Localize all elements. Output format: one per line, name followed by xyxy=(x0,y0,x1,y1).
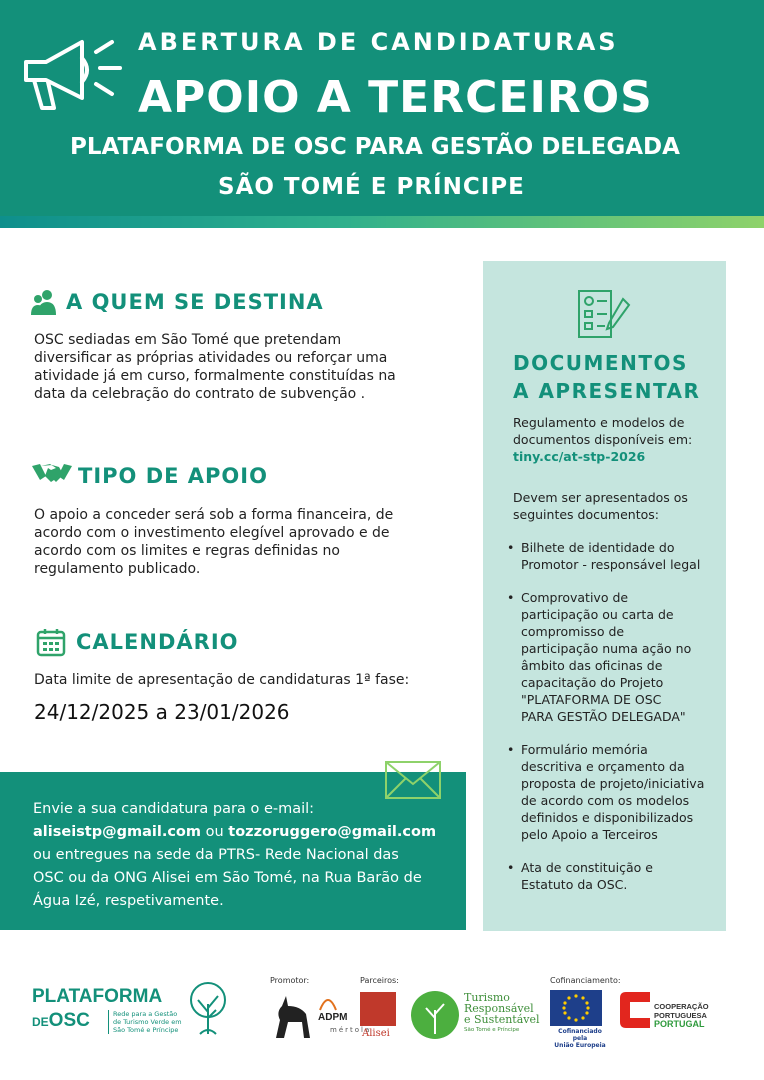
text-line: Água Izé, respetivamente. xyxy=(33,893,224,909)
deadline-dates: 24/12/2025 a 23/01/2026 xyxy=(34,700,290,724)
adpm-logo-sub: mértola xyxy=(330,1026,372,1034)
calendar-icon xyxy=(36,627,66,657)
contact-text xyxy=(33,798,453,913)
list-item: • Bilhete de identidade do Promotor - responsável legal xyxy=(505,539,720,573)
alisei-logo-text: Alisei xyxy=(362,1028,390,1039)
platform-logo-text: DEOSC xyxy=(32,1010,90,1031)
email-link[interactable]: tozzoruggero@gmail.com xyxy=(228,824,437,840)
header-gradient-bar xyxy=(0,216,764,228)
documents-title-line: A APRESENTAR xyxy=(513,379,701,403)
list-item: • Formulário memória descritiva e orçamento da proposta de projeto/iniciativa de acordo com os modelos definidos e disponibilizados pelo Apoio a Terceiros xyxy=(505,741,720,843)
target-description xyxy=(34,331,434,403)
documents-title-line: DOCUMENTOS xyxy=(513,351,688,375)
cooperacao-logo-icon xyxy=(618,990,652,1030)
trs-logo-icon xyxy=(410,990,460,1040)
text-line: OSC sediadas em São Tomé que pretendam xyxy=(34,332,342,348)
checklist-icon xyxy=(575,285,633,343)
text-line: documentos disponíveis em: xyxy=(513,432,693,447)
documents-title xyxy=(513,349,700,405)
platform-logo-text: PLATAFORMA xyxy=(32,986,163,1007)
deadline-label: Data limite de apresentação de candidaturas 1ª fase: xyxy=(34,672,410,688)
text-line: data da celebração do contrato de subvenção . xyxy=(34,386,366,402)
header-platform: PLATAFORMA DE OSC PARA GESTÃO DELEGADA xyxy=(70,134,680,160)
email-link[interactable]: aliseistp@gmail.com xyxy=(33,824,201,840)
documents-link[interactable]: tiny.cc/at-stp-2026 xyxy=(513,449,646,464)
people-icon xyxy=(30,288,58,316)
cooperacao-logo-text: COOPERAÇÃO PORTUGUESA PORTUGAL xyxy=(654,1002,709,1029)
contact-box xyxy=(0,772,466,930)
eu-caption: Cofinanciado pela União Europeia xyxy=(554,1028,606,1049)
list-item: • Comprovativo de participação ou carta de compromisso de participação numa ação no âmbito das oficinas de capacitação do Projeto "PLATAFORMA DE OSC PARA GESTÃO DELEGADA" xyxy=(505,589,720,725)
megaphone-icon xyxy=(16,34,126,114)
support-section-title: TIPO DE APOIO xyxy=(78,464,268,488)
text-line: ou entregues na sede da PTRS- Rede Nacional das xyxy=(33,847,399,863)
text-line: Devem ser apresentados os xyxy=(513,490,688,505)
email-line: aliseistp@gmail.com ou tozzoruggero@gmail.com xyxy=(33,824,437,840)
text-line: atividade já em curso, formalmente constituídas na xyxy=(34,368,396,384)
text-line: O apoio a conceder será sob a forma financeira, de xyxy=(34,507,394,523)
header-title: APOIO A TERCEIROS xyxy=(138,72,653,123)
cofinanciamento-label: Cofinanciamento: xyxy=(550,976,621,985)
calendar-section-title: CALENDÁRIO xyxy=(76,630,239,654)
trs-logo-sub: São Tomé e Príncipe xyxy=(464,1027,520,1033)
adpm-logo-text: ADPM xyxy=(318,1012,348,1023)
documents-lead xyxy=(513,489,713,523)
eu-flag-icon xyxy=(550,990,602,1026)
alisei-logo-icon xyxy=(360,992,396,1026)
documents-panel xyxy=(483,261,726,931)
text-line: Envie a sua candidatura para o e-mail: xyxy=(33,801,315,817)
text-line: diversificar as próprias atividades ou reforçar uma xyxy=(34,350,388,366)
promotor-label: Promotor: xyxy=(270,976,310,985)
header-banner xyxy=(0,0,764,216)
documents-intro xyxy=(513,414,713,465)
trs-logo-text: Turismo Responsável e Sustentável xyxy=(464,991,540,1026)
platform-logo-description: Rede para a Gestão de Turismo Verde em São Tomé e Príncipe xyxy=(108,1010,188,1034)
header-location: SÃO TOMÉ E PRÍNCIPE xyxy=(218,174,525,200)
parceiros-label: Parceiros: xyxy=(360,976,399,985)
text-line: seguintes documentos: xyxy=(513,507,659,522)
support-description xyxy=(34,506,434,578)
target-section-title: A QUEM SE DESTINA xyxy=(66,290,324,314)
documents-list xyxy=(505,539,720,909)
text-line: acordo com o investimento elegível aprovado e de xyxy=(34,525,390,541)
text-line: Regulamento e modelos de xyxy=(513,415,685,430)
text-line: regulamento publicado. xyxy=(34,561,201,577)
list-item: • Ata de constituição e Estatuto da OSC. xyxy=(505,859,720,893)
adpm-sun-icon xyxy=(318,990,338,1012)
envelope-icon xyxy=(384,760,442,800)
footer-logos xyxy=(0,940,764,1080)
text-line: acordo com os limites e regras definidas no xyxy=(34,543,340,559)
header-subtitle: ABERTURA DE CANDIDATURAS xyxy=(138,28,619,56)
tree-logo-icon xyxy=(186,980,230,1036)
goat-logo-icon xyxy=(270,992,316,1040)
handshake-icon xyxy=(32,460,72,486)
text-line: OSC ou da ONG Alisei em São Tomé, na Rua Barão de xyxy=(33,870,422,886)
